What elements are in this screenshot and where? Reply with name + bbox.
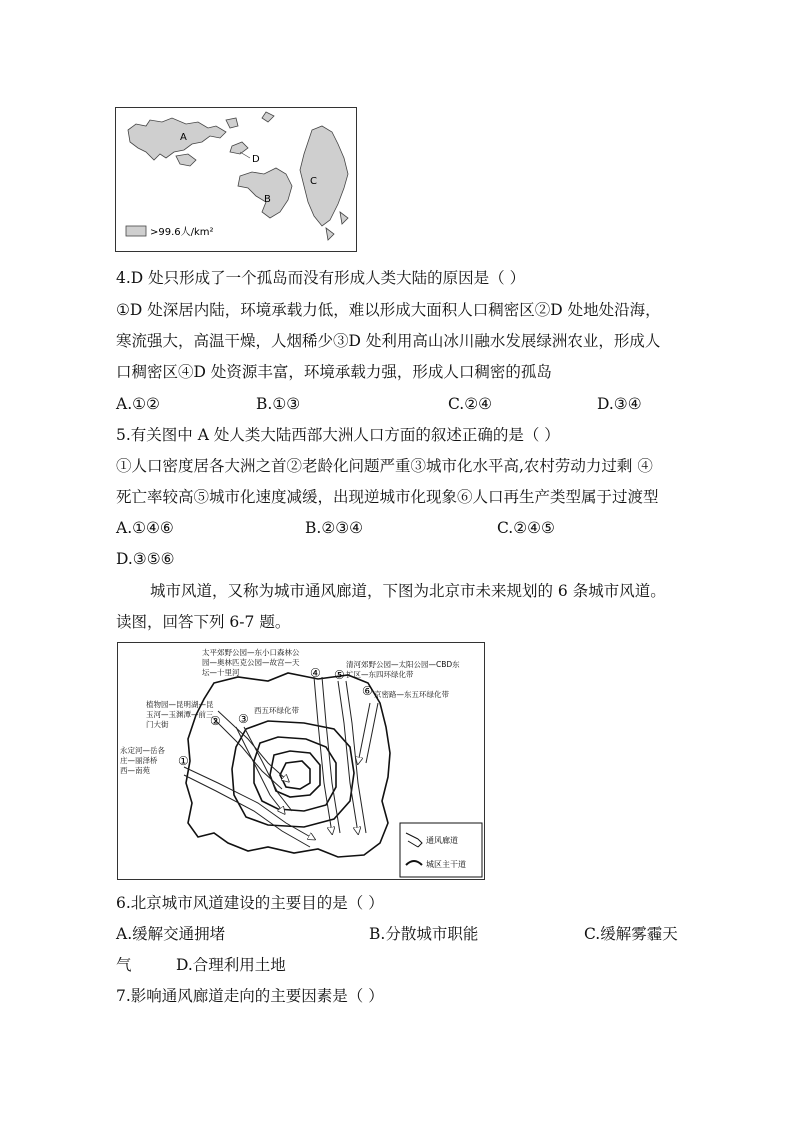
label-left-1: 永定河—岳各 <box>120 746 165 755</box>
label-left-2: 庄—丽泽桥 <box>120 756 158 765</box>
legend-corridor: 通风廊道 <box>426 836 458 845</box>
q6-option-d[interactable]: D.合理利用土地 <box>176 956 286 974</box>
label-d: D <box>252 154 260 165</box>
label-b: B <box>264 194 271 205</box>
label-left-3: 西—南苑 <box>120 766 150 775</box>
corridor-number-6: ⑥ <box>362 684 373 698</box>
population-density-map <box>115 107 357 252</box>
q5-line-1: ①人口密度居各大洲之首②老龄化问题严重③城市化水平高,农村劳动力过剩 ④ <box>116 457 653 475</box>
q5-option-a[interactable]: A.①④⑥ <box>116 519 174 537</box>
q4-option-d[interactable]: D.③④ <box>597 395 642 413</box>
corridor-number-2: ② <box>210 714 221 728</box>
q5-option-b[interactable]: B.②③④ <box>305 519 364 537</box>
q4-option-b[interactable]: B.①③ <box>256 395 301 413</box>
q4-option-a[interactable]: A.①② <box>116 395 160 413</box>
q6-stem: 6.北京城市风道建设的主要目的是（ ） <box>116 894 384 912</box>
corridor-number-5: ⑤ <box>334 668 345 682</box>
legend-swatch <box>126 226 146 236</box>
label-top-left-1: 太平郊野公园—东小口森林公 <box>202 648 300 657</box>
legend-road: 城区主干道 <box>426 860 466 869</box>
legend-text: >99.6人/km² <box>150 227 214 238</box>
corridor-number-3: ③ <box>238 712 249 726</box>
q4-line-3: 口稠密区④D 处资源丰富，环境承载力强，形成人口稠密的孤岛 <box>116 363 552 381</box>
q4-option-c[interactable]: C.②④ <box>448 395 493 413</box>
label-top-left-2: 园—奥林匹克公园—故宫—天 <box>202 658 300 667</box>
q7-stem: 7.影响通风廊道走向的主要因素是（ ） <box>116 987 384 1005</box>
q5-stem: 5.有关图中 A 处人类大陆西部大洲人口方面的叙述正确的是（ ） <box>116 426 560 444</box>
label-top-right-2: 扩区—东四环绿化带 <box>346 670 414 679</box>
q4-stem: 4.D 处只形成了一个孤岛而没有形成人类大陆的原因是（ ） <box>116 269 526 287</box>
intro-line-1: 城市风道，又称为城市通风廊道，下图为北京市未来规划的 6 条城市风道。 <box>150 582 666 600</box>
intro-line-2: 读图，回答下列 6-7 题。 <box>116 613 291 631</box>
label-top-right-1: 清河郊野公园—太阳公园—CBD东 <box>346 660 460 669</box>
q6-option-a[interactable]: A.缓解交通拥堵 <box>116 925 226 943</box>
label-c: C <box>310 176 317 187</box>
q5-line-2: 死亡率较高⑤城市化速度减缓，出现逆城市化现象⑥人口再生产类型属于过渡型 <box>116 488 659 506</box>
q6-option-b[interactable]: B.分散城市职能 <box>369 925 479 943</box>
q5-option-c[interactable]: C.②④⑤ <box>497 519 555 537</box>
label-west-green: 西五环绿化带 <box>254 706 299 715</box>
corridor-number-1: ① <box>178 754 189 768</box>
map-drawing <box>116 108 356 251</box>
label-mid-left-1: 植物园—昆明湖—昆 <box>146 700 214 709</box>
label-mid-left-3: 门大街 <box>146 720 169 729</box>
label-top-left-3: 坛—十里河 <box>202 668 240 677</box>
corridor-number-4: ④ <box>310 666 321 680</box>
label-a: A <box>180 132 187 143</box>
wind-corridor-map <box>117 642 485 880</box>
corridor-drawing <box>118 643 484 879</box>
label-mid-left-2: 玉河—玉渊潭—前三 <box>146 710 214 719</box>
q4-line-1: ①D 处深居内陆，环境承载力低，难以形成大面积人口稠密区②D 处地处沿海， <box>116 301 661 319</box>
q4-line-2: 寒流强大，高温干燥，人烟稀少③D 处利用高山冰川融水发展绿洲农业，形成人 <box>116 332 661 350</box>
q6-option-c[interactable]: C.缓解雾霾天 <box>584 925 678 943</box>
label-right: 京密路—东五环绿化带 <box>374 690 449 699</box>
q5-option-d[interactable]: D.③⑤⑥ <box>116 550 175 568</box>
q6-option-c-wrap: 气 <box>116 956 132 974</box>
